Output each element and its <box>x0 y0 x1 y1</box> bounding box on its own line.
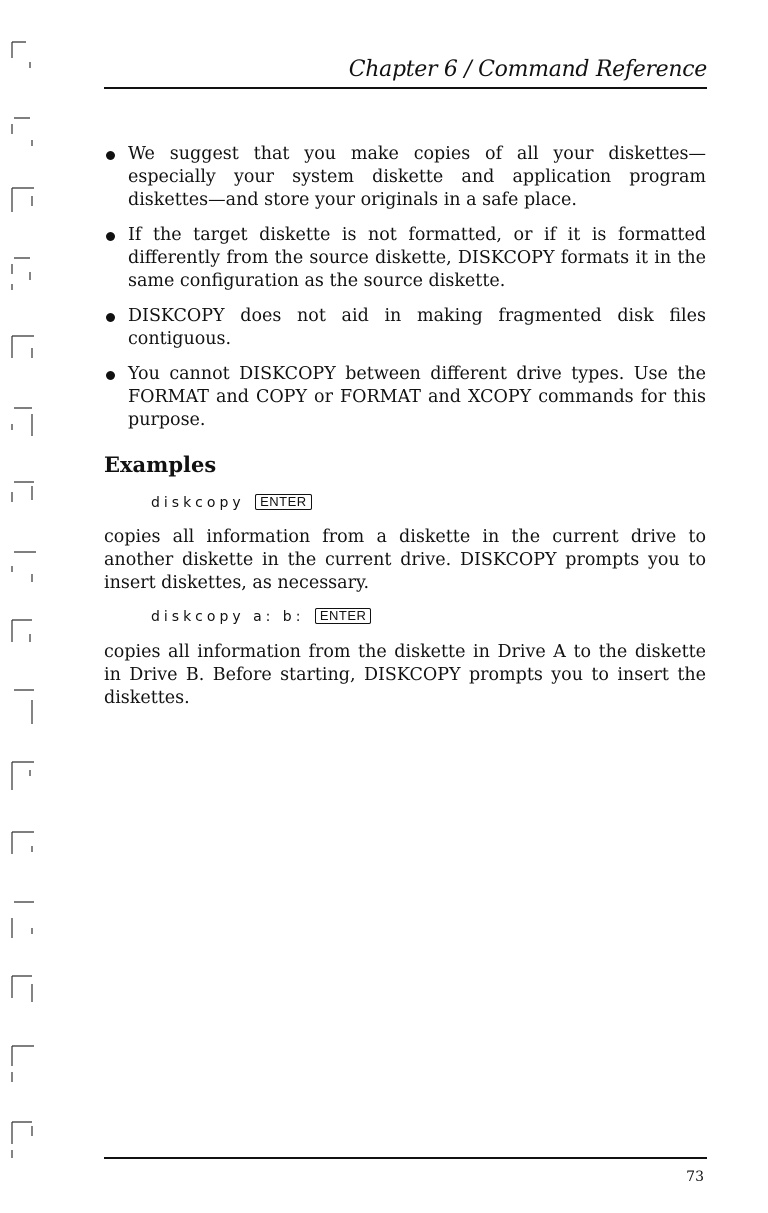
bullet-icon <box>106 313 115 322</box>
page-header: Chapter 6 / Command Reference <box>348 57 707 82</box>
bullet-icon <box>106 232 115 241</box>
bullet-list <box>104 143 706 444</box>
bullet-text: DISKCOPY does not aid in making fragmented disk files contiguous. <box>128 306 706 349</box>
bullet-item <box>104 363 706 432</box>
header-rule <box>104 87 707 89</box>
example-command-1 <box>151 494 312 512</box>
page-number: 73 <box>686 1169 704 1185</box>
command-text: diskcopy <box>151 495 245 511</box>
bullet-text: You cannot DISKCOPY between different drive types. Use the FORMAT and COPY or FORMAT and XCOPY commands for this purpose. <box>128 364 706 430</box>
bullet-icon <box>106 371 115 380</box>
binder-margin-marks <box>0 0 40 1213</box>
example-description-1: copies all information from a diskette in the current drive to another diskette in the current drive. DISKCOPY prompts you to insert diskettes, as necessary. <box>104 527 706 593</box>
enter-key-icon: ENTER <box>315 608 372 624</box>
bullet-text: We suggest that you make copies of all your diskettes—especially your system diskette and application program diskettes—and store your originals in a safe place. <box>128 144 706 210</box>
bullet-icon <box>106 151 115 160</box>
bullet-item <box>104 224 706 293</box>
example-description-2: copies all information from the diskette in Drive A to the diskette in Drive B. Before starting, DISKCOPY prompts you to insert the diskettes. <box>104 642 706 708</box>
example-command-2 <box>151 608 371 626</box>
bullet-item <box>104 305 706 351</box>
examples-heading: Examples <box>104 452 217 477</box>
bullet-text: If the target diskette is not formatted, or if it is formatted differently from the source diskette, DISKCOPY formats it in the same configuration as the source diskette. <box>128 225 706 291</box>
bullet-item <box>104 143 706 212</box>
command-text: diskcopy a: b: <box>151 609 305 625</box>
enter-key-icon: ENTER <box>255 494 312 510</box>
footer-rule <box>104 1157 707 1159</box>
